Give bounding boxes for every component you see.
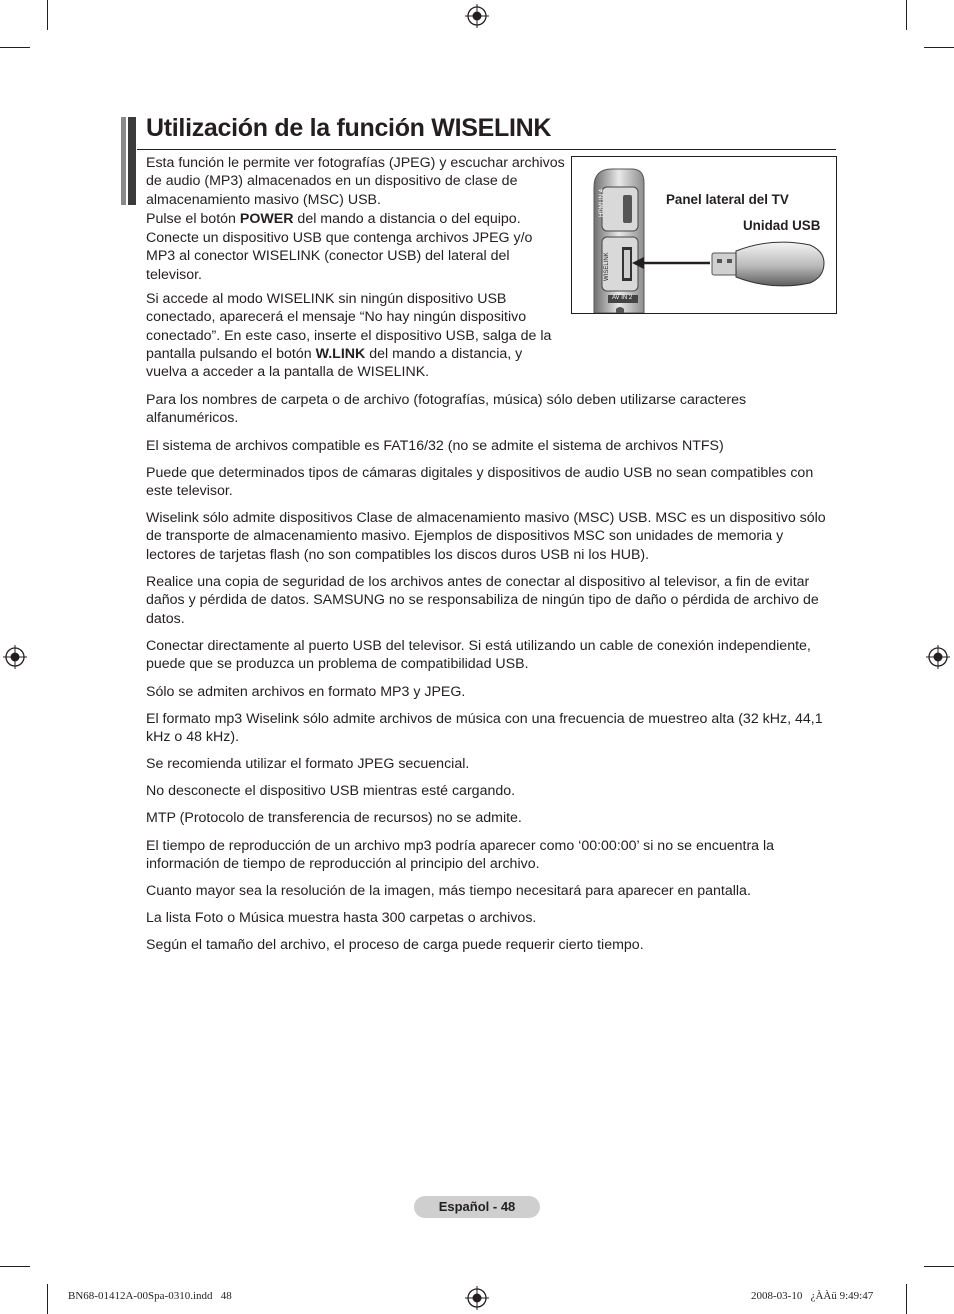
heading-accent-bar: [121, 117, 126, 205]
crop-mark: [906, 1284, 907, 1314]
registration-mark-icon: [3, 645, 27, 669]
note-paragraph: Según el tamaño del archivo, el proceso de carga puede requerir cierto tiempo.: [146, 937, 644, 953]
av-port-label: AV IN 2: [612, 295, 633, 301]
crop-mark: [924, 1266, 954, 1267]
note-paragraph: La lista Foto o Música muestra hasta 300 carpetas o archivos.: [146, 910, 537, 926]
wiselink-port-label: WISELINK: [604, 252, 610, 281]
intro-paragraph: Esta función le permite ver fotografías (JPEG) y escuchar archivos de audio (MP3) almacenados en un dispositivo de clase de almacenamiento masivo (MSC) USB.: [146, 155, 565, 208]
intro-paragraph: Pulse el botón POWER del mando a distancia o del equipo.: [146, 211, 521, 227]
heading-accent-bar: [128, 117, 136, 205]
note-paragraph: Realice una copia de seguridad de los archivos antes de conectar al dispositivo al televisor, a fin de evitar daños y pérdida de datos. SAMSUNG no se responsabiliza de ningún tipo de daño o pérdida de archivo de datos.: [146, 574, 819, 627]
page-title: Utilización de la función WISELINK: [146, 114, 552, 142]
title-underline: [137, 149, 836, 150]
note-paragraph: Cuanto mayor sea la resolución de la imagen, más tiempo necesitará para aparecer en pantalla.: [146, 883, 751, 899]
registration-mark-icon: [926, 645, 950, 669]
page-number-badge: Español - 48: [414, 1196, 540, 1218]
usb-connection-figure: [571, 156, 837, 314]
note-paragraph: El formato mp3 Wiselink sólo admite archivos de música con una frecuencia de muestreo alta (32 kHz, 44,1 kHz o 48 kHz).: [146, 711, 823, 746]
note-paragraph: Se recomienda utilizar el formato JPEG secuencial.: [146, 756, 470, 772]
note-paragraph: El tiempo de reproducción de un archivo mp3 podría aparecer como ‘00:00:00’ si no se encuentra la información de tiempo de reproducción al principio del archivo.: [146, 838, 775, 873]
crop-mark: [47, 0, 48, 30]
note-paragraph: Wiselink sólo admite dispositivos Clase de almacenamiento masivo (MSC) USB. MSC es un dispositivo sólo de transporte de almacenamiento masivo. Ejemplos de dispositivos MSC son unidades de memoria y lectores de tarjetas flash (no son compatibles los discos duros USB ni los HUB).: [146, 510, 826, 563]
crop-mark: [906, 0, 907, 30]
hdmi-port-label: HDMI IN 4: [599, 188, 605, 217]
crop-mark: [0, 1266, 30, 1267]
registration-mark-icon: [465, 4, 489, 28]
note-paragraph: Puede que determinados tipos de cámaras digitales y dispositivos de audio USB no sean compatibles con este televisor.: [146, 465, 814, 500]
tv-panel-label: Panel lateral del TV: [666, 192, 789, 207]
intro-paragraph: Si accede al modo WISELINK sin ningún dispositivo USB conectado, aparecerá el mensaje “No hay ningún dispositivo conectado”. En este caso, inserte el dispositivo USB, salga de la pantalla pulsando el botón W.LINK del mando a distancia, y vuelva a acceder a la pantalla de WISELINK.: [146, 291, 552, 381]
note-paragraph: Para los nombres de carpeta o de archivo (fotografías, música) sólo deben utilizarse caracteres alfanuméricos.: [146, 392, 747, 427]
note-paragraph: MTP (Protocolo de transferencia de recursos) no se admite.: [146, 810, 522, 826]
intro-paragraph: Conecte un dispositivo USB que contenga archivos JPEG y/o MP3 al conector WISELINK (conector USB) del lateral del televisor.: [146, 230, 533, 283]
note-paragraph: Conectar directamente al puerto USB del televisor. Si está utilizando un cable de conexión independiente, puede que se produzca un problema de compatibilidad USB.: [146, 638, 811, 673]
print-timestamp: 2008-03-10 ¿ÀÀü 9:49:47: [751, 1290, 874, 1302]
note-paragraph: Sólo se admiten archivos en formato MP3 y JPEG.: [146, 684, 466, 700]
registration-mark-icon: [465, 1286, 489, 1310]
crop-mark: [924, 47, 954, 48]
crop-mark: [0, 47, 30, 48]
tv-side-panel-illustration: [572, 157, 836, 313]
usb-drive-label: Unidad USB: [743, 218, 821, 233]
crop-mark: [47, 1284, 48, 1314]
note-paragraph: No desconecte el dispositivo USB mientras esté cargando.: [146, 783, 516, 799]
file-info: BN68-01412A-00Spa-0310.indd 48: [68, 1290, 232, 1302]
note-paragraph: El sistema de archivos compatible es FAT16/32 (no se admite el sistema de archivos NTFS): [146, 438, 724, 454]
